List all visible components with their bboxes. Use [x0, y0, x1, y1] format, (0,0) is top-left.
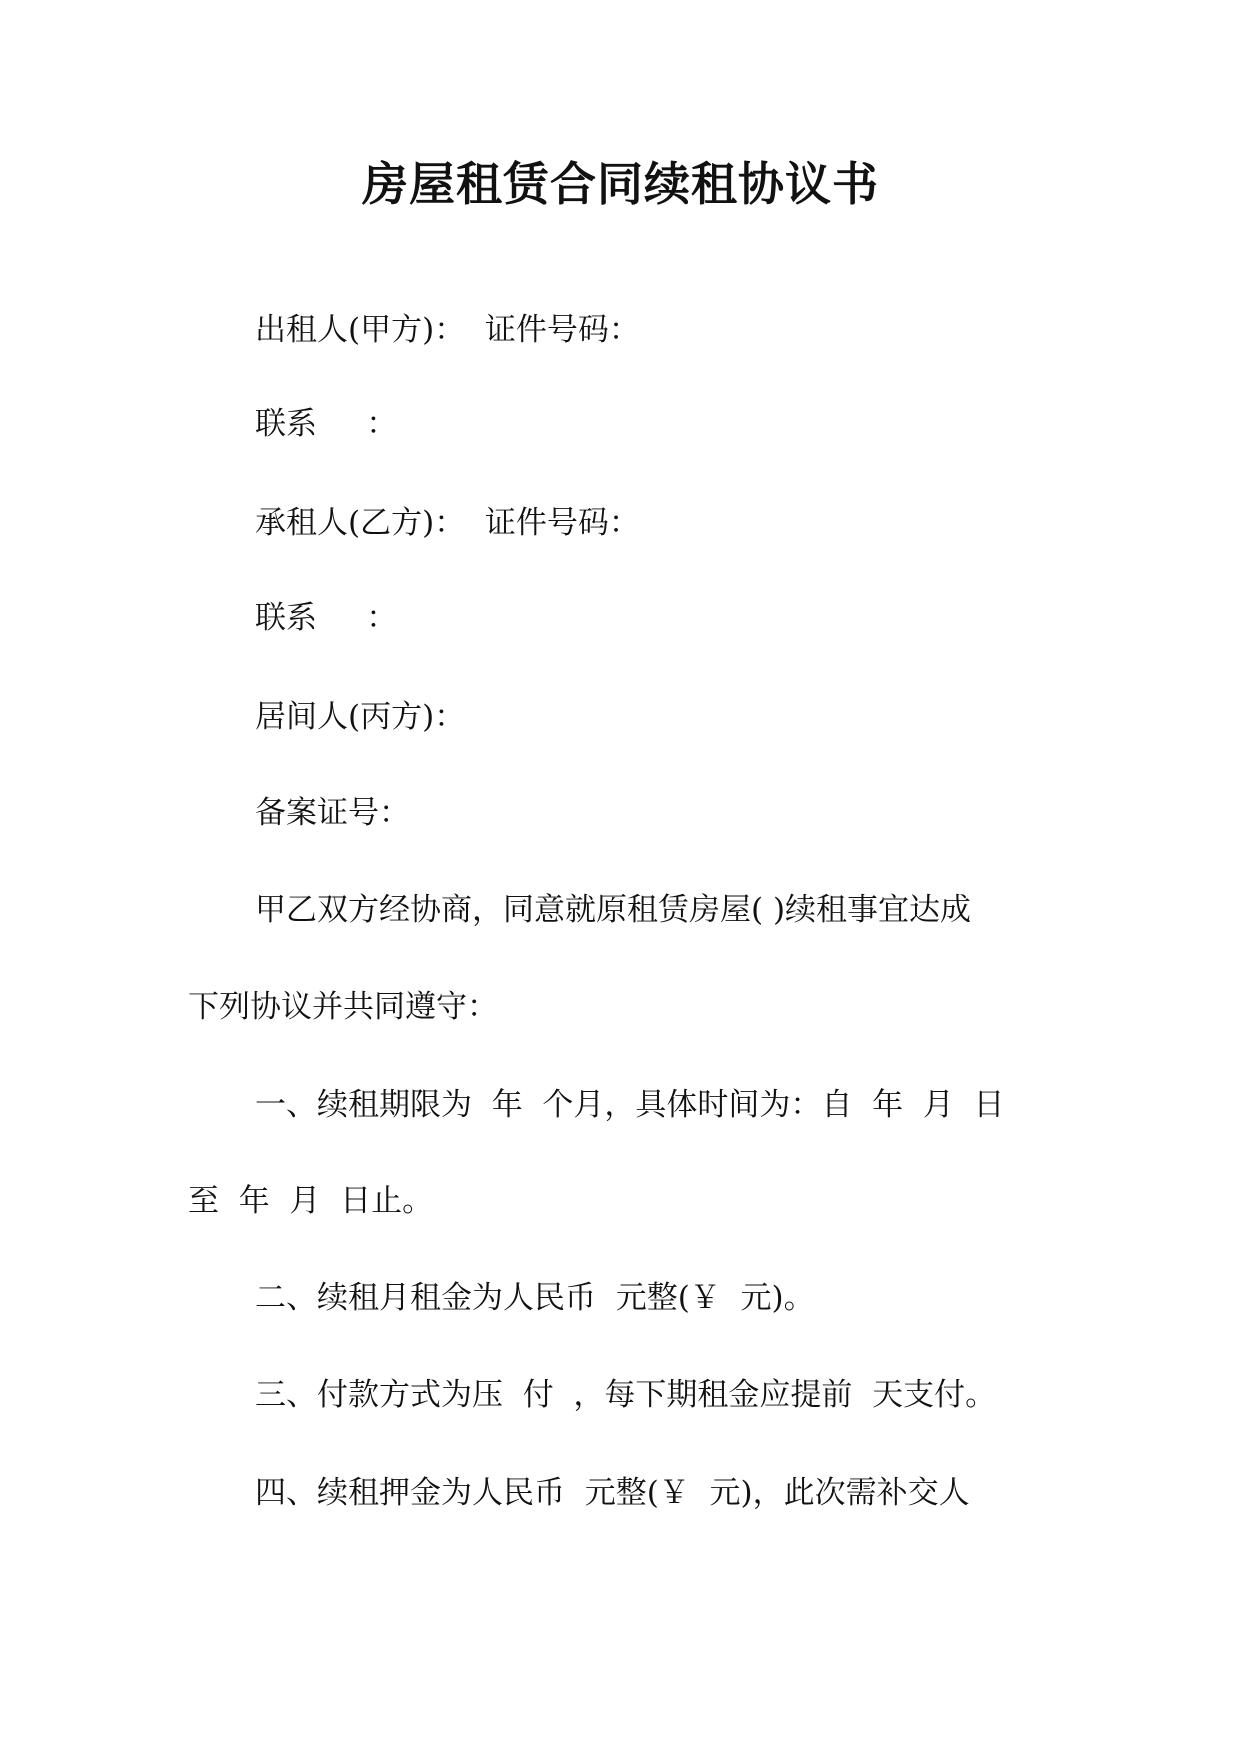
filing-number-line: 备案证号： [255, 795, 410, 831]
lessee-line: 承租人(乙方)： 证件号码： [255, 505, 640, 541]
lessee-contact-line: 联系 ： [255, 600, 398, 636]
document-title: 房屋租赁合同续租协议书 [362, 157, 879, 211]
clause-3-line: 三、付款方式为压 付 ，每下期租金应提前 天支付。 [255, 1377, 997, 1413]
clause-2-line: 二、续租月租金为人民币 元整(￥ 元)。 [255, 1280, 815, 1316]
preamble-paragraph-line-1: 甲乙双方经协商，同意就原租赁房屋( )续租事宜达成 [255, 892, 972, 928]
clause-4-line-1: 四、续租押金为人民币 元整(￥ 元)，此次需补交人 [255, 1475, 970, 1511]
lessor-contact-line: 联系 ： [255, 406, 398, 442]
intermediary-line: 居间人(丙方)： [255, 699, 466, 735]
preamble-paragraph-line-2: 下列协议并共同遵守： [188, 989, 498, 1025]
clause-1-line-1: 一、续租期限为 年 个月，具体时间为：自 年 月 日 [255, 1087, 1005, 1123]
clause-1-line-2: 至 年 月 日止。 [188, 1183, 434, 1219]
lessor-line: 出租人(甲方)： 证件号码： [255, 312, 640, 348]
